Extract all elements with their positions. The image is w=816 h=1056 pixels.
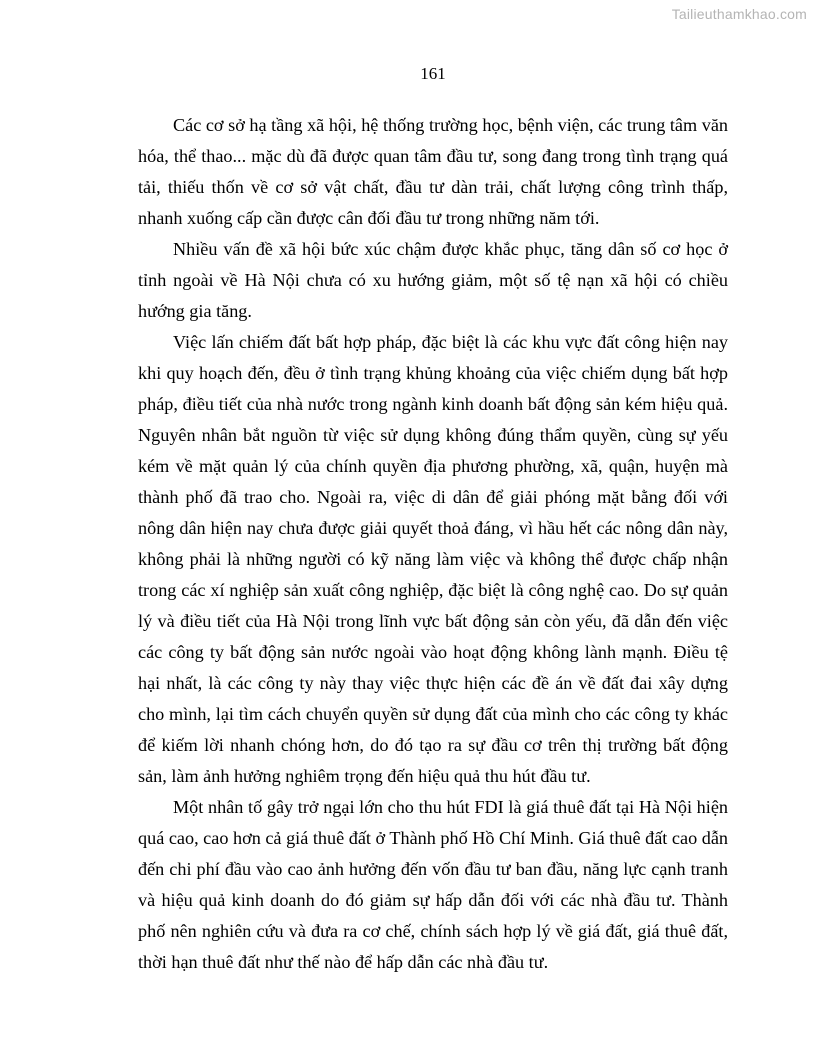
paragraph-land-rent: Một nhân tố gây trở ngại lớn cho thu hút FDI là giá thuê đất tại Hà Nội hiện quá cao, cao hơn cả giá thuê đất ở Thành phố Hồ Chí Minh. Giá thuê đất cao dẫn đến chi phí đầu vào cao ảnh hưởng đến vốn đầu tư ban đầu, năng lực cạnh tranh và hiệu quả kinh doanh do đó giảm sự hấp dẫn đối với các nhà đầu tư. Thành phố nên nghiên cứu và đưa ra cơ chế, chính sách hợp lý về giá đất, giá thuê đất, thời hạn thuê đất như thế nào để hấp dẫn các nhà đầu tư. (138, 797, 728, 972)
paragraph-social-infrastructure: Các cơ sở hạ tầng xã hội, hệ thống trường học, bệnh viện, các trung tâm văn hóa, thể thao... mặc dù đã được quan tâm đầu tư, song đang trong tình trạng quá tải, thiếu thốn về cơ sở vật chất, đầu tư dàn trải, chất lượng công trình thấp, nhanh xuống cấp cần được cân đối đầu tư trong những năm tới. (138, 115, 728, 228)
paragraph-social-issues: Nhiều vấn đề xã hội bức xúc chậm được khắc phục, tăng dân số cơ học ở tỉnh ngoài về Hà Nội chưa có xu hướng giảm, một số tệ nạn xã hội có chiều hướng gia tăng. (138, 239, 728, 321)
document-body (138, 110, 728, 978)
watermark: Tailieuthamkhao.com (671, 6, 807, 22)
paragraph-land-encroachment: Việc lấn chiếm đất bất hợp pháp, đặc biệt là các khu vực đất công hiện nay khi quy hoạch đến, đều ở tình trạng khủng khoảng của việc chiếm dụng bất hợp pháp, điều tiết của nhà nước trong ngành kinh doanh bất động sản kém hiệu quả. Nguyên nhân bắt nguồn từ việc sử dụng không đúng thẩm quyền, cùng sự yếu kém về mặt quản lý của chính quyền địa phương phường, xã, quận, huyện mà thành phố đã trao cho. Ngoài ra, việc di dân để giải phóng mặt bằng đối với nông dân hiện nay chưa được giải quyết thoả đáng, vì hầu hết các nông dân này, không phải là những người có kỹ năng làm việc và không thể được chấp nhận trong các xí nghiệp sản xuất công nghiệp, đặc biệt là công nghệ cao. Do sự quản lý và điều tiết của Hà Nội trong lĩnh vực bất động sản còn yếu, đã dẫn đến việc các công ty bất động sản nước ngoài vào hoạt động không lành mạnh. Điều tệ hại nhất, là các công ty này thay việc thực hiện các đề án về đất đai xây dựng cho mình, lại tìm cách chuyển quyền sử dụng đất của mình cho các công ty khác để kiếm lời nhanh chóng hơn, do đó tạo ra sự đầu cơ trên thị trường bất động sản, làm ảnh hưởng nghiêm trọng đến hiệu quả thu hút đầu tư. (138, 332, 728, 786)
page-number: 161 (420, 64, 446, 83)
